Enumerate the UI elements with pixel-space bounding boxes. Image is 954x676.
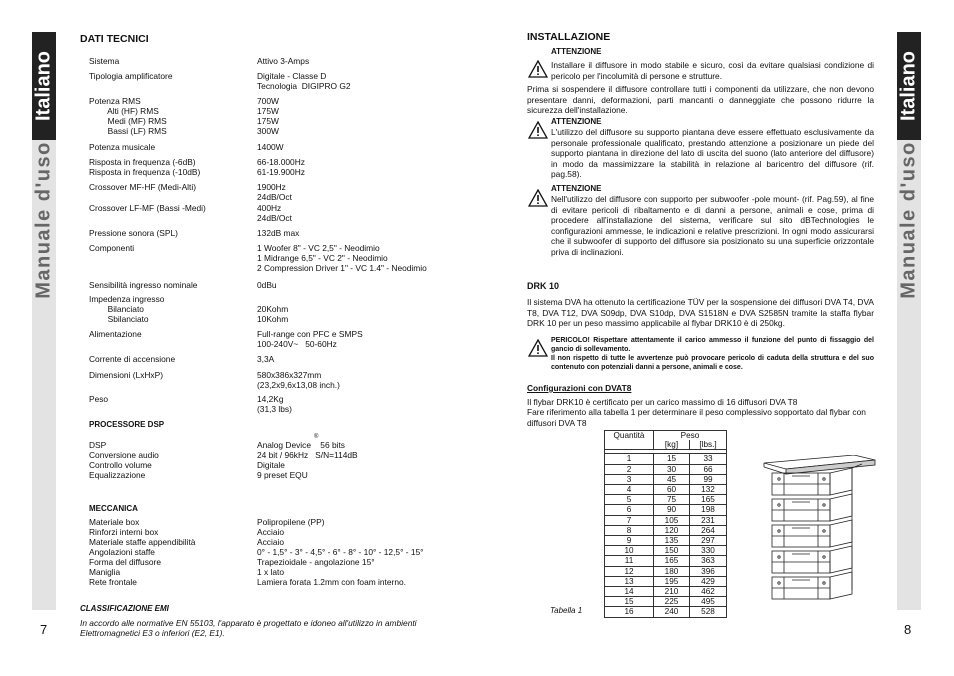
table-row [605,505,727,515]
spec-label: Sensibilità ingresso nominale [89,280,198,290]
spec-label: Pressione sonora (SPL) [89,228,178,238]
table-caption: Tabella 1 [550,606,583,615]
table-cell-lbs: 264 [690,525,727,535]
sidebar-right-label: Italiano [897,50,920,122]
table-cell-kg: 75 [654,495,690,505]
table-row [605,536,727,546]
spec-value: 300W [257,126,279,136]
table-cell-kg: 30 [654,464,690,474]
weight-table [604,430,727,618]
spec-value: 132dB max [257,228,300,238]
table-cell-lbs: 66 [690,464,727,474]
sidebar-right-dark [897,32,921,140]
table-header-peso: Peso [654,431,727,441]
sidebar-left-label: Italiano [32,50,55,122]
table-cell-lbs: 99 [690,474,727,484]
table-cell-kg: 225 [654,597,690,607]
mech-values: Polipropilene (PP) Acciaio Acciaio 0° - 1,5° - 3° - 4,5° - 6° - 8° - 10° - 12,5° - 15° Trapezioidale - angolazione 15° 1 x lato Lamiera forata 1.2mm con foam interno. [257,517,424,587]
page-title-right: INSTALLAZIONE [527,31,611,43]
table-cell-lbs: 231 [690,515,727,525]
warning-icon [528,60,548,78]
spec-label: Bassi (LF) RMS [89,126,167,136]
table-cell-lbs: 363 [690,556,727,566]
table-cell-qty: 1 [605,454,654,464]
warning-icon [528,121,548,139]
table-header-lbs: [lbs.] [690,440,727,450]
table-header-qty: Quantità [605,431,654,450]
spec-value: Attivo 3-Amps [257,56,310,66]
sidebar-left-subtitle: Manuale d'uso [32,141,55,299]
table-cell-qty: 2 [605,464,654,474]
spec-value: 3,3A [257,354,275,364]
spec-label: Crossover MF-HF (Medi-Alti) [89,182,197,192]
config-text-2: Fare riferimento alla tabella 1 per determinare il peso complessivo sopportato dal flybar con diffusori DVA T8 [527,407,866,428]
table-row [605,464,727,474]
table-cell-lbs: 429 [690,576,727,586]
spec-label: Risposta in frequenza (-6dB) Risposta in frequenza (-10dB) [89,157,201,177]
table-cell-qty: 8 [605,525,654,535]
spec-label: Potenza RMS [89,96,141,106]
spec-value: Digitale - Classe D Tecnologia DIGIPRO G2 [257,71,351,91]
table-cell-kg: 165 [654,556,690,566]
spec-label: Dimensioni (LxHxP) [89,370,163,380]
warning-label: ATTENZIONE [551,47,602,56]
emi-text: In accordo alle normative EN 55103, l'apparato è progettato e idoneo all'utilizzo in ambienti Elettromagnetici E3 o inferiori (E2, E1). [80,618,417,638]
table-cell-lbs: 462 [690,587,727,597]
table-cell-kg: 60 [654,485,690,495]
table-cell-lbs: 528 [690,607,727,617]
spec-label: Potenza musicale [89,142,156,152]
installation-paragraph: Prima si sospendere il diffusore controllare tutti i componenti da utilizzare, che non devono presentare danni, deformazioni, parti mancanti o danneggiate che possono ridurre la sicurezza dell'installazione. [527,84,874,115]
spec-value: 1900Hz 24dB/Oct [257,182,292,202]
warning-text: Nell'utilizzo del diffusore con supporto per subwoofer -pole mount- (rif. Pag.59), al fine di evitare pericoli di ribaltamento e di danni a persone, animali e cose, prima di procedere all'installazione del sistema, verificare sul sito dBTechnologies le configurazioni ammesse, le indicazioni e relative prescrizioni. In ogni modo assicurarsi che il subwoofer di supporto del diffusore sia posizionato su una superficie orizzontale priva di inclinazioni. [551,194,874,257]
table-row [605,485,727,495]
registered-mark: ® [314,434,319,440]
table-cell-kg: 105 [654,515,690,525]
table-cell-qty: 14 [605,587,654,597]
table-cell-qty: 10 [605,546,654,556]
emi-title: CLASSIFICAZIONE EMI [80,604,169,613]
table-cell-lbs: 132 [690,485,727,495]
warning-text: L'utilizzo del diffusore su supporto piantana deve essere effettuato esclusivamente da personale professionale qualificato, prestando attenzione a posizionare un piede del supporto piantana in direzione del lato di uscita del suono (lato anteriore del diffusore) in modo da massimizzare la stabilità in relazione al baricentro del diffusore (rif. pag.58). [551,127,874,179]
table-cell-lbs: 396 [690,566,727,576]
table-header-row [605,431,727,441]
warning-label: ATTENZIONE [551,184,602,193]
page-number-left: 7 [40,622,48,637]
table-cell-kg: 45 [654,474,690,484]
spec-value: 1400W [257,142,284,152]
table-row [605,587,727,597]
page-number-right: 8 [904,622,912,637]
table-cell-kg: 210 [654,587,690,597]
page-title-left: DATI TECNICI [80,33,149,45]
drk-text: Il sistema DVA ha ottenuto la certificazione TÜV per la sospensione dei diffusori DVA T4, DVA T8, DVA T12, DVA S09dp, DVA S10dp, DVA S1518N e DVA S2585N tramite la staffa flybar DRK 10 per un peso massimo applicabile al flybar DRK10 è di 250kg. [527,297,874,328]
table-cell-qty: 5 [605,495,654,505]
table-row [605,546,727,556]
spec-value: 14,2Kg (31,3 lbs) [257,394,292,414]
spec-label: Componenti [89,243,135,253]
table-cell-qty: 6 [605,505,654,515]
spec-label: Corrente di accensione [89,354,176,364]
table-cell-qty: 9 [605,536,654,546]
config-title: Configurazioni con DVAT8 [527,383,632,393]
spec-label: Sistema [89,56,120,66]
table-row [605,454,727,464]
drk-title: DRK 10 [527,281,560,291]
spec-value: 0dBu [257,280,277,290]
dsp-title: PROCESSORE DSP [89,420,165,429]
sidebar-left-light [32,140,56,610]
table-row [605,607,727,617]
table-cell-qty: 11 [605,556,654,566]
table-cell-qty: 7 [605,515,654,525]
config-text-1: Il flybar DRK10 è certificato per un carico massimo di 16 diffusori DVA T8 [527,397,798,407]
dsp-values: Analog Device 56 bits 24 bit / 96kHz S/N=114dB Digitale 9 preset EQU [257,440,358,480]
mech-title: MECCANICA [89,504,138,513]
danger-text: PERICOLO! Rispettare attentamente il carico ammesso il funzione del punto di fissaggio del gancio di sollevamento. Il non rispetto di tutte le avvertenze può provocare pericolo di caduta della struttura e del suo contenuto con potenziali danni a persone, animali e cose. [551,337,874,371]
spec-value: 400Hz 24dB/Oct [257,203,292,223]
table-cell-lbs: 165 [690,495,727,505]
table-cell-kg: 195 [654,576,690,586]
spec-label: Peso [89,394,109,404]
table-cell-kg: 15 [654,454,690,464]
table-row [605,556,727,566]
spec-value: 66-18.000Hz 61-19.900Hz [257,157,305,177]
spec-label: Crossover LF-MF (Bassi -Medi) [89,203,206,213]
line-array-illustration [762,455,877,610]
table-cell-lbs: 297 [690,536,727,546]
table-cell-lbs: 198 [690,505,727,515]
spec-label: Tipologia amplificatore [89,71,173,81]
table-cell-qty: 13 [605,576,654,586]
mech-labels: Materiale box Rinforzi interni box Materiale staffe appendibilità Angolazioni staffe Forma del diffusore Maniglia Rete frontale [89,517,196,587]
table-body [605,454,727,617]
table-cell-kg: 135 [654,536,690,546]
spec-value: 1 Woofer 8" - VC 2,5" - Neodimio 1 Midrange 6,5" - VC 2" - Neodimio 2 Compression Driver 1" - VC 1.4" - Neodimio [257,243,427,273]
spec-label: Alimentazione [89,329,142,339]
table-cell-kg: 240 [654,607,690,617]
table-cell-qty: 12 [605,566,654,576]
spec-value: 700W [257,96,279,106]
table-cell-lbs: 33 [690,454,727,464]
table-row [605,566,727,576]
table-cell-qty: 3 [605,474,654,484]
sidebar-left-dark [32,32,56,140]
warning-label: ATTENZIONE [551,117,602,126]
spec-label: Impedenza ingresso Bilanciato Sbilanciato [89,294,165,324]
table-cell-qty: 4 [605,485,654,495]
dsp-labels: DSP Conversione audio Controllo volume Equalizzazione [89,440,159,480]
danger-icon [528,339,548,357]
table-cell-kg: 90 [654,505,690,515]
warning-icon [528,189,548,207]
table-cell-qty: 16 [605,607,654,617]
table-row [605,474,727,484]
spec-label: Medi (MF) RMS [89,116,167,126]
sidebar-right-light [897,140,921,610]
table-row [605,576,727,586]
table-cell-kg: 180 [654,566,690,576]
table-cell-qty: 15 [605,597,654,607]
table-cell-lbs: 495 [690,597,727,607]
spec-value: Full-range con PFC e SMPS 100-240V~ 50-60Hz [257,329,363,349]
spec-label: Alti (HF) RMS [89,106,159,116]
spec-value: 175W [257,116,279,126]
warning-text: Installare il diffusore in modo stabile e sicuro, così da evitare qualsiasi condizione di pericolo per l'incolumità di persone e strutture. [551,60,874,81]
table-row [605,495,727,505]
sidebar-right-subtitle: Manuale d'uso [897,141,920,299]
spec-value: 580x386x327mm (23,2x9,6x13,08 inch.) [257,370,340,390]
table-header-kg: [kg] [654,440,690,450]
table-row [605,515,727,525]
table-cell-lbs: 330 [690,546,727,556]
spec-value: 175W [257,106,279,116]
table-cell-kg: 120 [654,525,690,535]
table-row [605,597,727,607]
spec-value: 20Kohm 10Kohm [257,304,289,324]
table-cell-kg: 150 [654,546,690,556]
table-row [605,525,727,535]
